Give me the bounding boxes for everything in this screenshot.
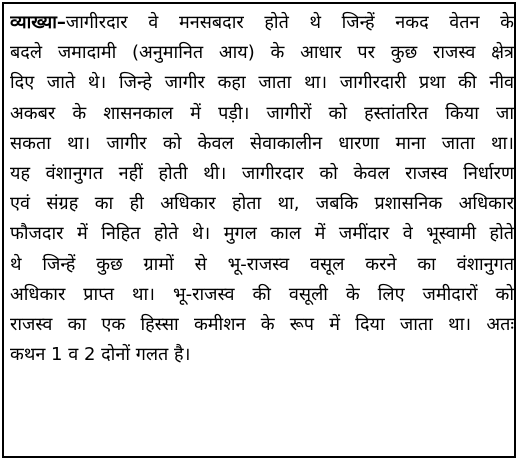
text-line-1 bbox=[10, 8, 514, 38]
text-line-4: अकबर के शासनकाल में पड़ी। जागीरों को हस्तांतरित किया जा bbox=[10, 102, 514, 124]
text-line-11: राजस्व का एक हिस्सा कमीशन के रूप में दिया जाता था। अतः bbox=[10, 313, 514, 335]
text-line-3: दिए जाते थे। जिन्हे जागीर कहा जाता था। जागीरदारी प्रथा की नीव bbox=[10, 72, 514, 94]
text-line-9: थे जिन्हें कुछ ग्रामों से भू-राजस्व वसूल करने का वंशानुगत bbox=[10, 253, 514, 275]
text-line-7: एवं संग्रह का ही अधिकार होता था, जबकि प्रशासनिक अधिकार bbox=[10, 193, 514, 215]
explanation-box bbox=[2, 2, 516, 458]
explanation-label: व्याख्या– bbox=[10, 12, 66, 33]
text-line-5: सकता था। जागीर को केवल सेवाकालीन धारणा माना जाता था। bbox=[10, 132, 514, 154]
text-line-6: यह वंशानुगत नहीं होती थी। जागीरदार को केवल राजस्व निर्धारण bbox=[10, 162, 514, 184]
text-line-8: फौजदार में निहित होते थे। मुगल काल में जमींदार वे भूस्वामी होते bbox=[10, 223, 514, 245]
explanation-text bbox=[10, 8, 514, 370]
line-text: जागीरदार वे मनसबदार होते थे जिन्हें नकद वेतन के bbox=[65, 12, 514, 33]
text-line-10: अधिकार प्राप्त था। भू-राजस्व की वसूली के लिए जमीदारों को bbox=[10, 283, 514, 305]
text-line-12: कथन 1 व 2 दोनों गलत है। bbox=[10, 344, 191, 366]
text-line-2: बदले जमादामी (अनुमानित आय) के आधार पर कुछ राजस्व क्षेत्र bbox=[10, 42, 514, 64]
